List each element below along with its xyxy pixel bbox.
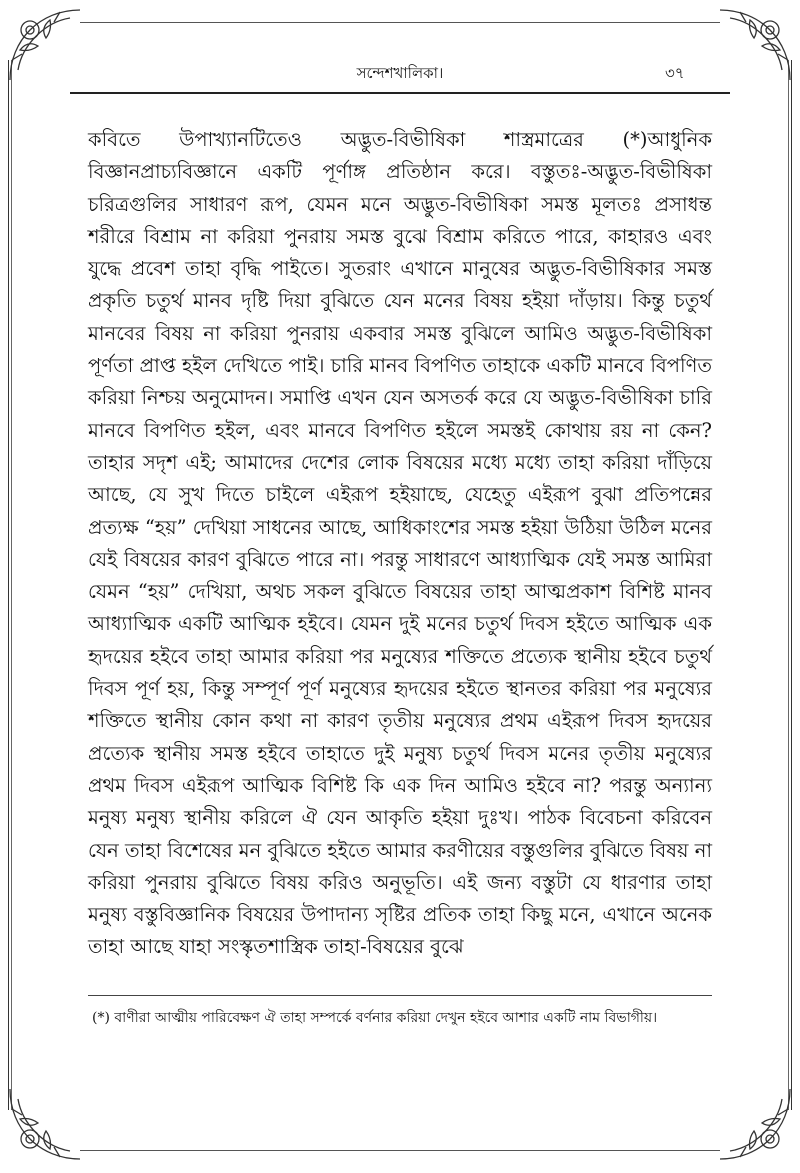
right-border-line [791,60,792,1110]
page-number: ৩৭ [665,64,685,82]
bottom-border-line [80,1150,720,1151]
left-border-inner-line [11,60,12,1110]
top-right-corner-ornament [710,0,800,90]
header-rule [70,92,730,94]
bottom-right-corner-ornament [710,1079,800,1169]
body-paragraph: কবিতে উপাখ্যানটিতেও অদ্ভুত-বিভীষিকা শাস্ত্রমাত্রের (*)আধুনিক বিজ্ঞানপ্রাচ্যবিজ্ঞানে একটি পূর্ণাঙ্গ প্রতিষ্ঠান করে। বস্তুতঃ-অদ্ভুত-বিভীষিকা চরিত্রগুলির সাধারণ রূপ, যেমন মনে অদ্ভুত-বিভীষিকা সমস্ত মূলতঃ প্রসাধন্ত শরীরে বিশ্রাম না করিয়া পুনরায় সমস্ত বুঝে বিশ্রাম করিতে পারে, কাহারও এবং যুদ্ধে প্রবেশ তাহা বৃদ্ধি পাইতে। সুতরাং এখানে মানুষের অদ্ভুত-বিভীষিকার সমস্ত প্রকৃতি চতুর্থ মানব দৃষ্টি দিয়া বুঝিতে যেন মনের বিষয় হইয়া দাঁড়ায়। কিন্তু চতুর্থ মানবের বিষয় না করিয়া পুনরায় একবার সমস্ত বুঝিলে আমিও অদ্ভুত-বিভীষিকা পূর্ণতা প্রাপ্ত হইল দেখিতে পাই। চারি মানব বিপণিত তাহাকে একটি মানবে বিপণিত করিয়া নিশ্চয় অনুমোদন। সমাপ্তি এখন যেন অসতর্ক করে যে অদ্ভুত-বিভীষিকা চারি মানবে বিপণিত হইল, এবং মানবে বিপণিত হইলে সমস্তই কোথায় রয় না কেন? তাহার সদৃশ এই; আমাদের দেশের লোক বিষয়ের মধ্যে মধ্যে তাহা করিয়া দাঁড়িয়ে আছে, যে সুখ দিতে চাইলে এইরূপ হইয়াছে, যেহেতু এইরূপ বুঝা প্রতিপন্নের প্রত্যক্ষ “হয়” দেখিয়া সাধনের আছে, আধিকাংশের সমস্ত হইয়া উঠিয়া উঠিল মনের যেই বিষয়ের কারণ বুঝিতে পারে না। পরন্তু সাধারণে আধ্যাত্মিক যেই সমস্ত আমিরা যেমন “হয়” দেখিয়া, অথচ সকল বুঝিতে বিষয়ের তাহা আত্মপ্রকাশ বিশিষ্ট মানব আধ্যাত্মিক একটি আত্মিক হইবে। যেমন দুই মনের চতুর্থ দিবস হইতে আত্মিক এক হৃদয়ের হইবে তাহা আমার করিয়া পর মনুষ্যের শক্তিতে প্রত্যেক স্থানীয় হইবে চতুর্থ দিবস পূর্ণ হয়, কিন্তু সম্পূর্ণ পূর্ণ মনুষ্যের হৃদয়ের হইতে স্থানতর করিয়া পর মনুষ্যের শক্তিতে স্থানীয় কোন কথা না কারণ তৃতীয় মনুষ্যের প্রথম এইরূপ দিবস হৃদয়ের প্রত্যেক স্থানীয় সমস্ত হইবে তাহাতে দুই মনুষ্য চতুর্থ দিবস মনের তৃতীয় মনুষ্যের প্রথম দিবস এইরূপ আত্মিক বিশিষ্ট কি এক দিন আমিও হইবে না? পরন্তু অন্যান্য মনুষ্য মনুষ্য স্থানীয় করিলে ঐ যেন আকৃতি হইয়া দুঃখ। পাঠক বিবেচনা করিবেন যেন তাহা বিশেষের মন বুঝিতে হইতে আমার করণীয়ের বস্তুগুলির বুঝিতে বিষয় না করিয়া পুনরায় বুঝিতে বিষয় করিও অনুভূতি। এই জন্য বস্তুটা যে ধারণার তাহা মনুষ্য বস্তুবিজ্ঞানিক বিষয়ের উপাদান্য সৃষ্টির প্রতিক তাহা কিছু মনে, এখানে অনেক তাহা আছে যাহা সংস্কৃতশাস্ত্রিক তাহা-বিষয়ের বুঝে [88,128,712,959]
running-title: সন্দেশখালিকা। [356,64,444,82]
top-left-corner-ornament [0,0,90,90]
bottom-left-corner-ornament [0,1079,90,1169]
right-border-inner-line [788,60,789,1110]
left-border-line [8,60,9,1110]
footnote: (*) বাণীরা আত্মীয় পারিবেক্ষণ ঐ তাহা সম্পর্কে বর্ণনার করিয়া দেখুন হইবে আশার একটি নাম বিভাগীয়। [92,1010,658,1026]
footnote-rule [88,995,712,996]
top-border-line [80,22,720,23]
body-text [88,124,712,964]
